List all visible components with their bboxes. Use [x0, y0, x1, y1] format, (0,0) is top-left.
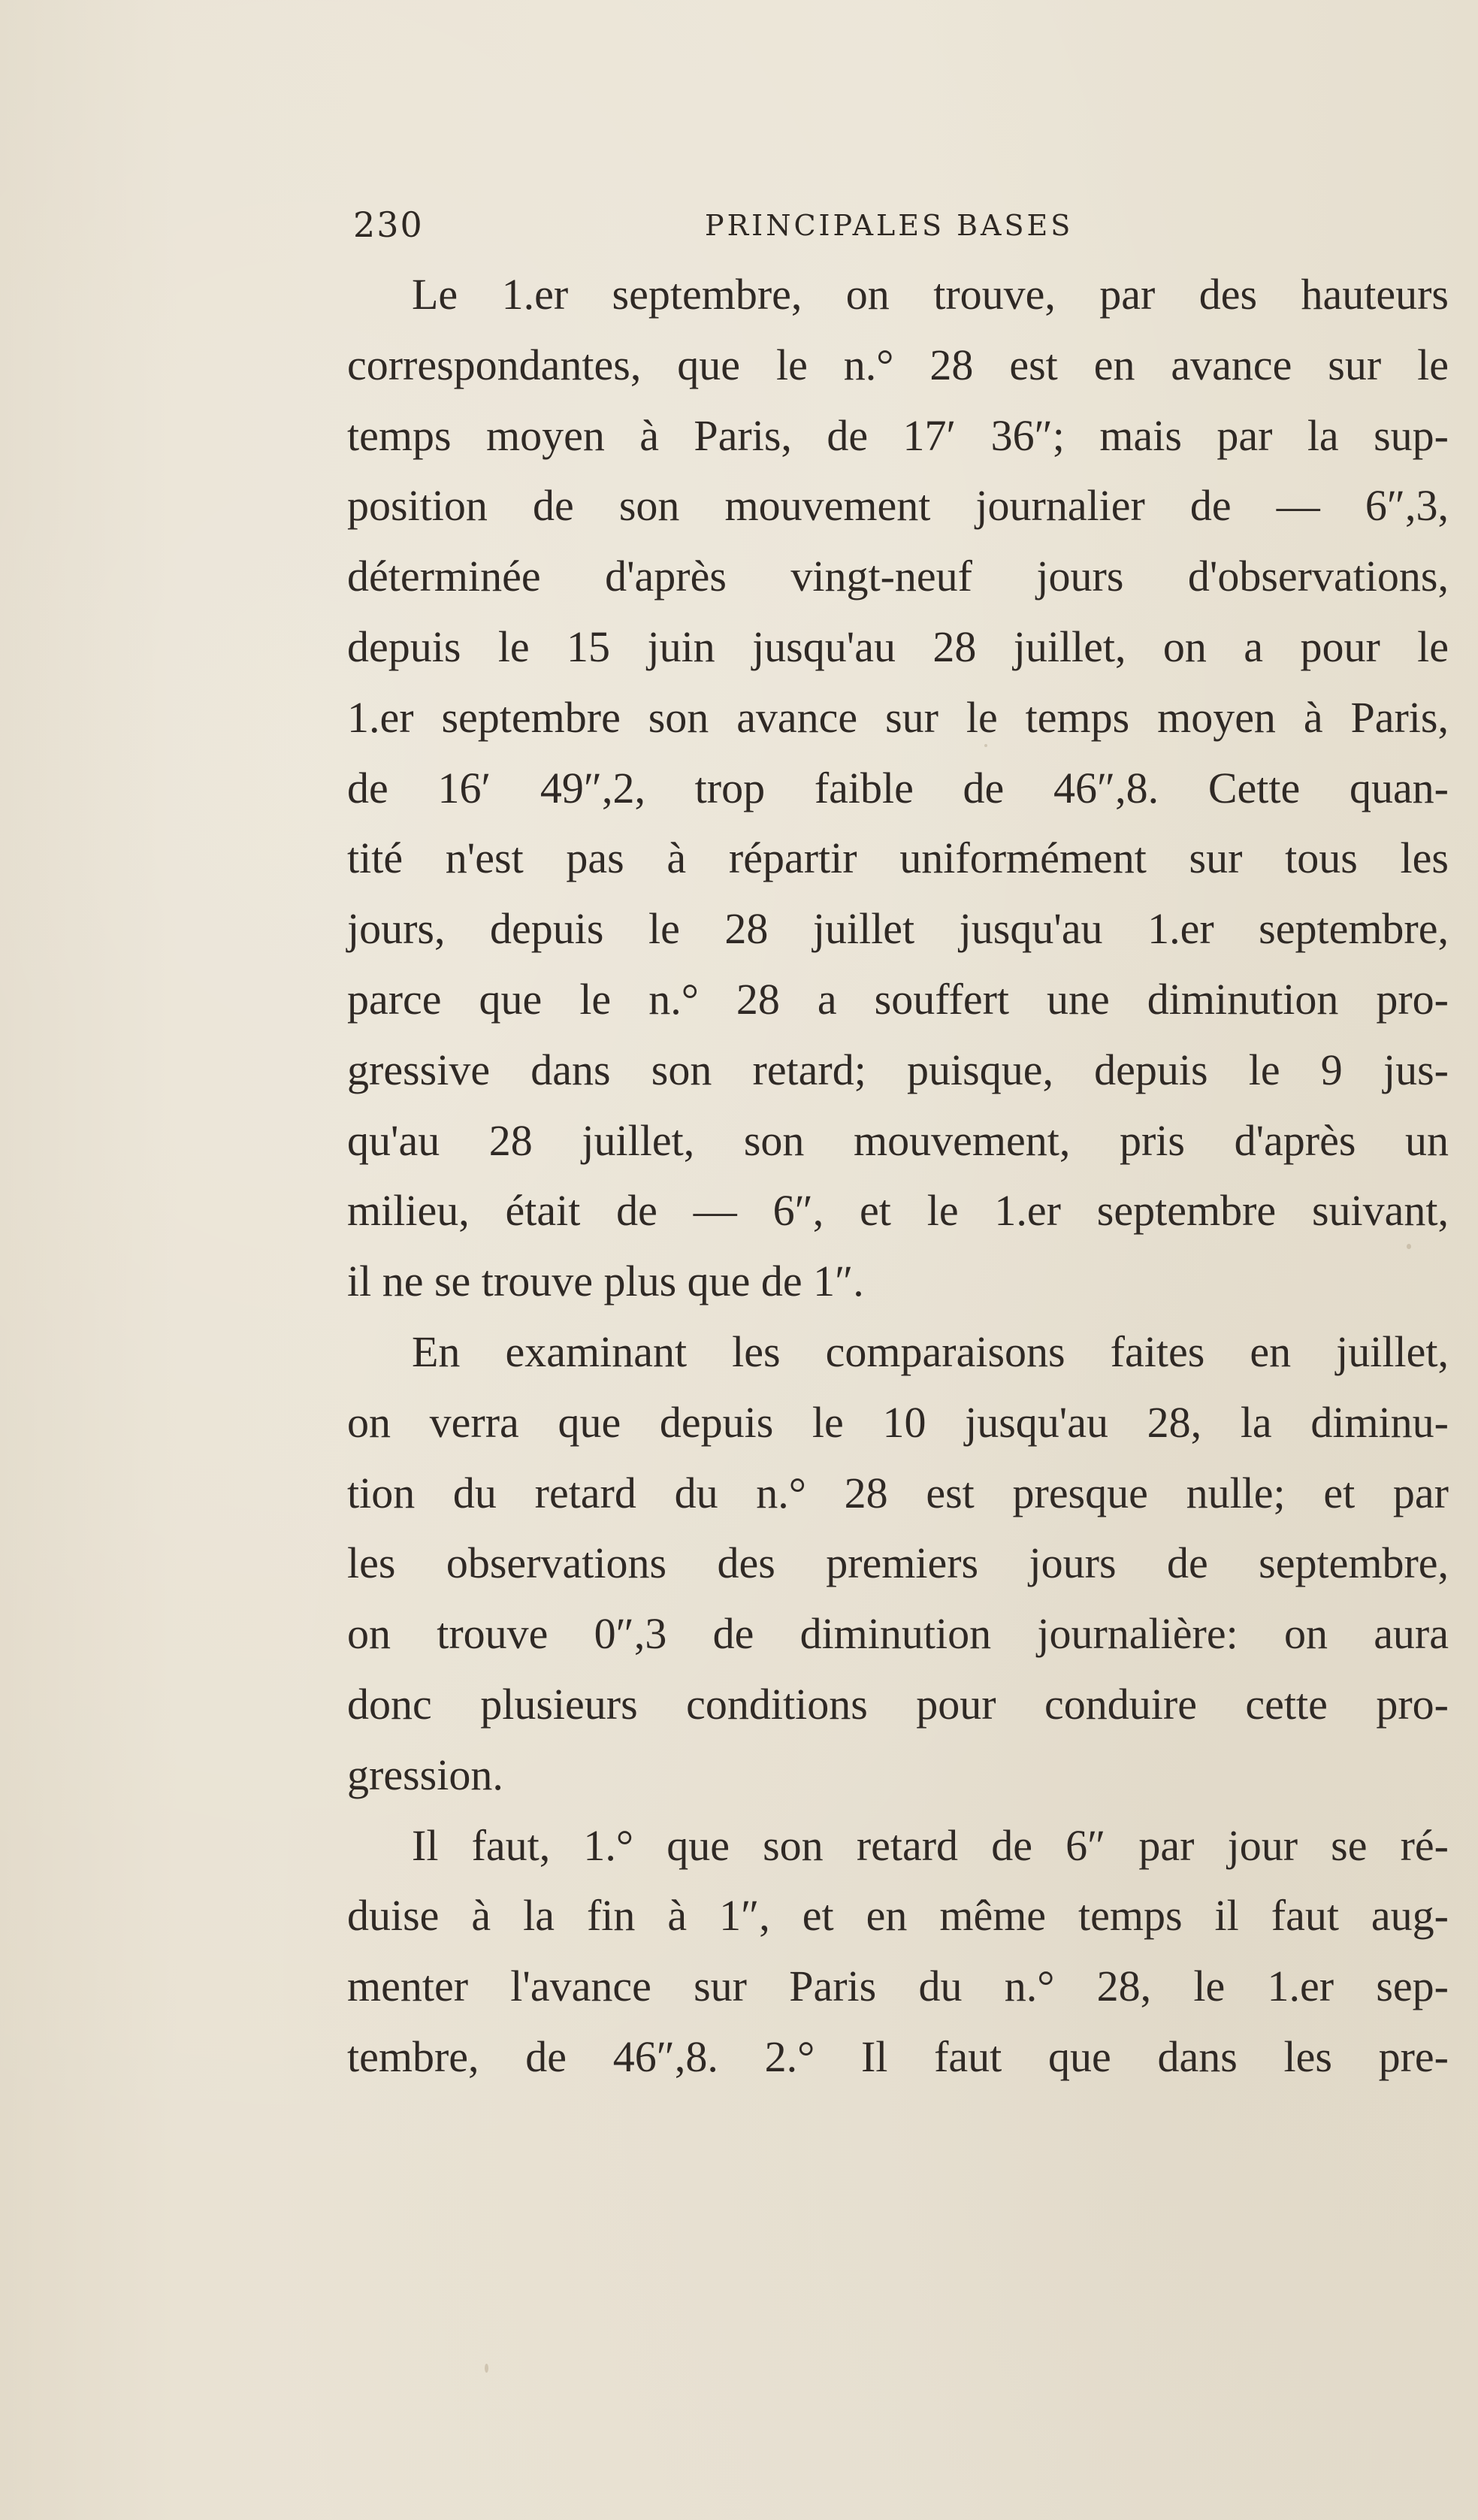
text-line: gression. — [347, 1750, 503, 1799]
text-line: tembre, de 46″,8. 2.° Il faut que dans les pre- — [347, 2031, 1449, 2081]
body-text — [347, 259, 1449, 2092]
text-line: gressive dans son retard; puisque, depuis le 9 jus- — [347, 1045, 1449, 1094]
text-line: parce que le n.° 28 a souffert une diminution pro- — [347, 974, 1449, 1024]
text-line: tion du retard du n.° 28 est presque nulle; et par — [347, 1468, 1449, 1517]
text-line: Il faut, 1.° que son retard de 6″ par jour se ré- — [412, 1820, 1449, 1870]
text-line: tité n'est pas à répartir uniformément sur tous les — [347, 833, 1449, 883]
paragraph — [347, 1811, 1449, 2092]
text-line: correspondantes, que le n.° 28 est en avance sur le — [347, 340, 1449, 389]
text-line: En examinant les comparaisons faites en juillet, — [412, 1327, 1449, 1376]
text-line: temps moyen à Paris, de 17′ 36″; mais par la sup- — [347, 410, 1449, 460]
text-line: on trouve 0″,3 de diminution journalière: on aura — [347, 1609, 1449, 1659]
text-line: position de son mouvement journalier de — 6″,3, — [347, 481, 1449, 531]
text-line: milieu, était de — 6″, et le 1.er septembre suivant, — [347, 1186, 1449, 1236]
text-line: 1.er septembre son avance sur le temps moyen à Paris, — [347, 692, 1449, 742]
text-line: depuis le 15 juin jusqu'au 28 juillet, on a pour le — [347, 622, 1449, 671]
text-line: jours, depuis le 28 juillet jusqu'au 1.er septembre, — [347, 904, 1449, 954]
text-line: on verra que depuis le 10 jusqu'au 28, la diminu- — [347, 1397, 1449, 1447]
text-line: menter l'avance sur Paris du n.° 28, le 1.er sep- — [347, 1962, 1449, 2011]
page-number: 230 — [353, 204, 424, 245]
text-line: il ne se trouve plus que de 1″. — [347, 1257, 864, 1306]
text-line: déterminée d'après vingt-neuf jours d'observations, — [347, 552, 1449, 601]
text-line: duise à la fin à 1″, et en même temps il faut aug- — [347, 1891, 1449, 1941]
text-line: qu'au 28 juillet, son mouvement, pris d'après un — [347, 1115, 1449, 1165]
page-header — [353, 204, 1443, 250]
text-line: de 16′ 49″,2, trop faible de 46″,8. Cette quan- — [347, 763, 1449, 812]
paper-blemish — [485, 2364, 488, 2373]
paragraph — [347, 259, 1449, 1317]
paragraph — [347, 1317, 1449, 1811]
running-title: PRINCIPALES BASES — [705, 209, 1074, 242]
text-line: les observations des premiers jours de septembre, — [347, 1538, 1449, 1588]
text-line: donc plusieurs conditions pour conduire cette pro- — [347, 1679, 1449, 1729]
text-line: Le 1.er septembre, on trouve, par des hauteurs — [412, 270, 1449, 319]
